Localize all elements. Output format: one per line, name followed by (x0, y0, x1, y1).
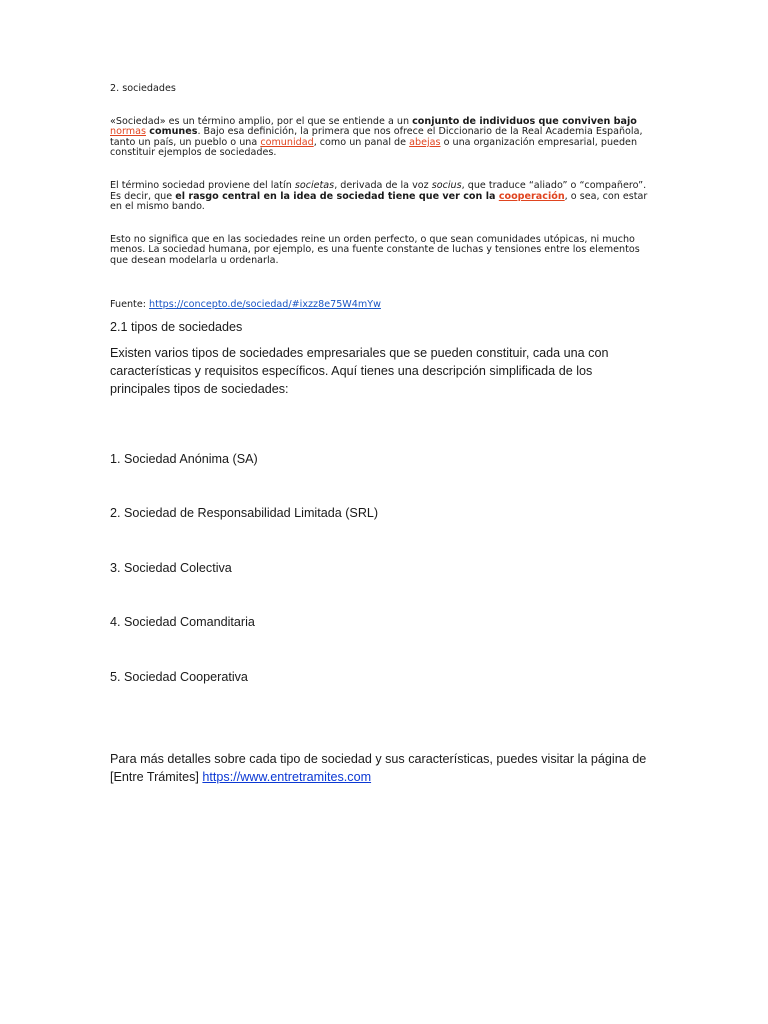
paragraph-definition (110, 117, 655, 159)
list-item: 1. Sociedad Anónima (SA) (110, 452, 258, 466)
link-normas[interactable]: normas (110, 126, 146, 138)
entretramites-link[interactable]: https://www.entretramites.com (202, 770, 372, 784)
bold-run: comunes (145, 126, 198, 138)
link-cooperacion[interactable]: cooperación (498, 190, 565, 202)
list-item: 4. Sociedad Comanditaria (110, 615, 255, 629)
paragraph-conflict: Esto no significa que en las sociedades reine un orden perfecto, o que sean comunidades utópicas, ni mucho menos. La sociedad humana, por ejemplo, es una fuente constante de luchas y tensiones entre los elementos que desean modelarla u ordenarla. (110, 233, 640, 266)
section-2-title: 2.1 tipos de sociedades (110, 320, 243, 335)
link-comunidad[interactable]: comunidad (260, 136, 314, 148)
list-item: 3. Sociedad Colectiva (110, 561, 232, 575)
list-item: 5. Sociedad Cooperativa (110, 670, 248, 684)
link-abejas[interactable]: abejas (409, 136, 441, 148)
section-1 (110, 84, 655, 398)
bold-run: el rasgo central en la idea de sociedad tiene que ver con la (175, 190, 499, 202)
source-label: Fuente: (110, 298, 150, 310)
list-item: 2. Sociedad de Responsabilidad Limitada (SRL) (110, 506, 379, 520)
text-run: Para más detalles sobre cada tipo de sociedad y sus características, puedes visitar la página de [Entre Trámites] (110, 752, 647, 784)
text-run: , derivada de la voz (334, 179, 432, 191)
source-line (110, 300, 655, 311)
source-link[interactable]: https://concepto.de/sociedad/#ixzz8e75W4mYw (149, 298, 381, 310)
text-run: . Bajo esa definición, la primera que nos ofrece el Diccionario de la Real Academia Española, tanto un país, un pueblo o una (110, 126, 643, 148)
section-title: 2. sociedades (110, 83, 176, 94)
paragraph-etymology (110, 181, 655, 213)
bold-run: conjunto de individuos que conviven bajo (412, 115, 637, 127)
text-run: El término sociedad proviene del latín (110, 179, 295, 191)
text-run: , que traduce “aliado” o “compañero”. Es decir, que (110, 179, 647, 202)
text-run: o una organización empresarial, pueden constituir ejemplos de sociedades. (110, 136, 638, 159)
text-run: «Sociedad» es un término amplio, por el que se entiende a un (110, 115, 413, 127)
section-2-intro: Existen varios tipos de sociedades empresariales que se pueden constituir, cada una con características y requisitos específicos. Aquí tienes una descripción simplificada de los principales tipos de sociedades: (110, 346, 609, 397)
text-run: , como un panal de (313, 136, 410, 148)
text-run: , o sea, con estar en el mismo bando. (110, 190, 648, 213)
italic-run: socius (431, 179, 462, 191)
closing-paragraph (110, 750, 658, 786)
italic-run: societas (294, 179, 335, 191)
